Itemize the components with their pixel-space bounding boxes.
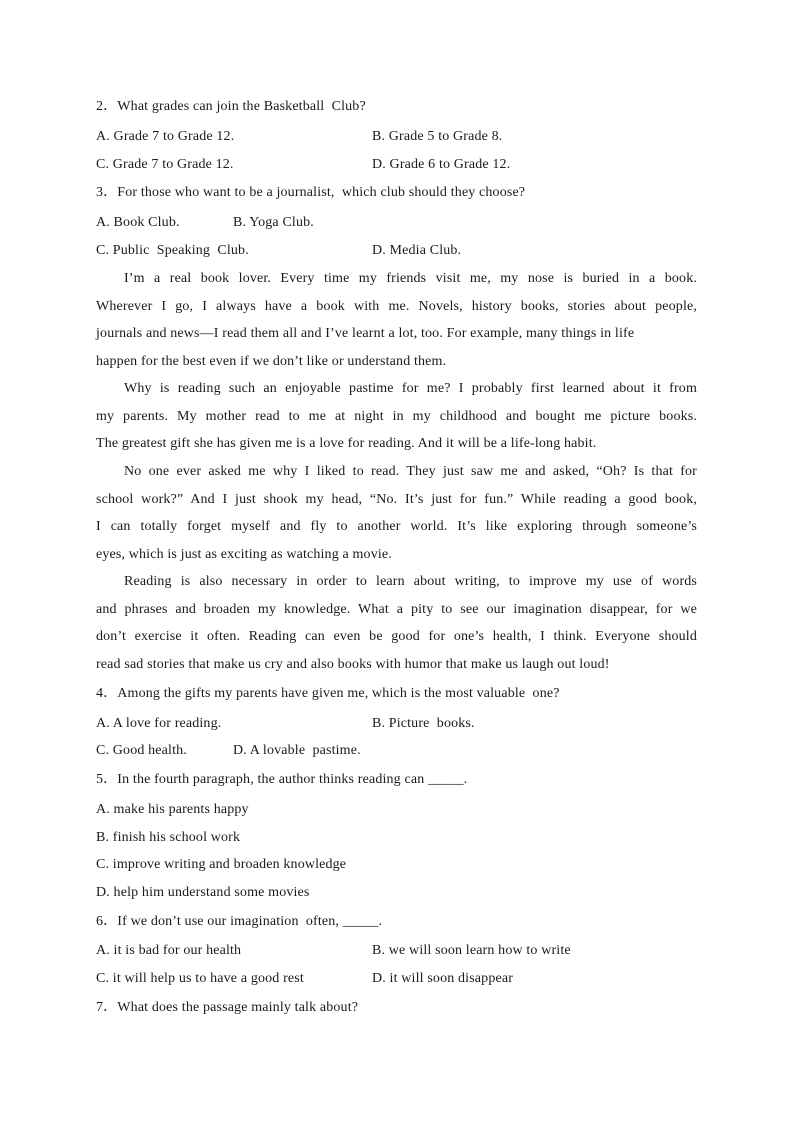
passage-line: I’m a real book lover. Every time my friends visit me, my nose is buried in a book.	[124, 271, 697, 286]
passage-line: read sad stories that make us cry and also books with humor that make us laugh out loud!	[96, 657, 610, 673]
passage-paragraph-3	[96, 463, 697, 574]
passage-line: I can totally forget myself and fly to another world. It’s like exploring through someone’s	[96, 519, 697, 535]
question-5-option-a: A. make his parents happy	[96, 802, 249, 817]
question-5-option-b: B. finish his school work	[96, 830, 241, 845]
question-6-option-a: A. it is bad for our health	[96, 943, 242, 958]
passage-paragraph-4	[96, 573, 697, 684]
question-3-stem: 3．For those who want to be a journalist, which club should they choose?	[96, 185, 526, 200]
question-4-stem: 4．Among the gifts my parents have given me, which is the most valuable one?	[96, 686, 560, 701]
passage-line: don’t exercise it often. Reading can even be good for one’s health, I think. Everyone should	[96, 629, 697, 645]
question-6-option-d: D. it will soon disappear	[372, 971, 514, 986]
passage-paragraph-1	[96, 270, 697, 381]
question-5-option-c: C. improve writing and broaden knowledge	[96, 857, 347, 872]
question-3-option-c: C. Public Speaking Club.	[96, 243, 249, 258]
passage-line: happen for the best even if we don’t like or understand them.	[96, 354, 447, 370]
question-4-option-b: B. Picture books.	[372, 716, 475, 731]
question-2-option-d: D. Grade 6 to Grade 12.	[372, 157, 511, 172]
question-3-option-d: D. Media Club.	[372, 243, 462, 258]
question-3-option-a: A. Book Club.	[96, 215, 180, 230]
passage-line: The greatest gift she has given me is a love for reading. And it will be a life-long habit.	[96, 436, 597, 452]
passage-line: journals and news—I read them all and I’ve learnt a lot, too. For example, many things in life	[96, 326, 635, 342]
passage-line: and phrases and broaden my knowledge. What a pity to see our imagination disappear, for we	[96, 601, 697, 617]
passage-line: No one ever asked me why I liked to read. They just saw me and asked, “Oh? Is that for	[124, 464, 697, 479]
passage-line: my parents. My mother read to me at night in my childhood and bought me picture books.	[96, 408, 697, 424]
question-5-stem: 5．In the fourth paragraph, the author thinks reading can _____.	[96, 772, 468, 787]
question-2-stem: 2．What grades can join the Basketball Club?	[96, 99, 366, 114]
passage-line: school work?” And I just shook my head, “No. It’s just for fun.” While reading a good book,	[96, 491, 697, 507]
passage-paragraph-2	[96, 380, 697, 463]
question-3-option-b: B. Yoga Club.	[233, 215, 314, 230]
question-4-option-d: D. A lovable pastime.	[233, 743, 361, 758]
passage-line: Wherever I go, I always have a book with me. Novels, history books, stories about people,	[96, 298, 697, 314]
passage-line: Why is reading such an enjoyable pastime for me? I probably first learned about it from	[124, 381, 697, 396]
question-2-option-a: A. Grade 7 to Grade 12.	[96, 129, 235, 144]
question-5-option-d: D. help him understand some movies	[96, 885, 310, 900]
question-7-stem: 7．What does the passage mainly talk about?	[96, 1000, 359, 1015]
question-4-option-c: C. Good health.	[96, 743, 187, 758]
question-2-option-c: C. Grade 7 to Grade 12.	[96, 157, 234, 172]
question-6-option-b: B. we will soon learn how to write	[372, 943, 571, 958]
question-4-option-a: A. A love for reading.	[96, 716, 222, 731]
question-6-option-c: C. it will help us to have a good rest	[96, 971, 304, 986]
passage-line: Reading is also necessary in order to learn about writing, to improve my use of words	[124, 574, 697, 589]
question-2-option-b: B. Grade 5 to Grade 8.	[372, 129, 503, 144]
question-6-stem: 6．If we don’t use our imagination often, _____.	[96, 914, 383, 929]
passage-line: eyes, which is just as exciting as watching a movie.	[96, 547, 392, 563]
